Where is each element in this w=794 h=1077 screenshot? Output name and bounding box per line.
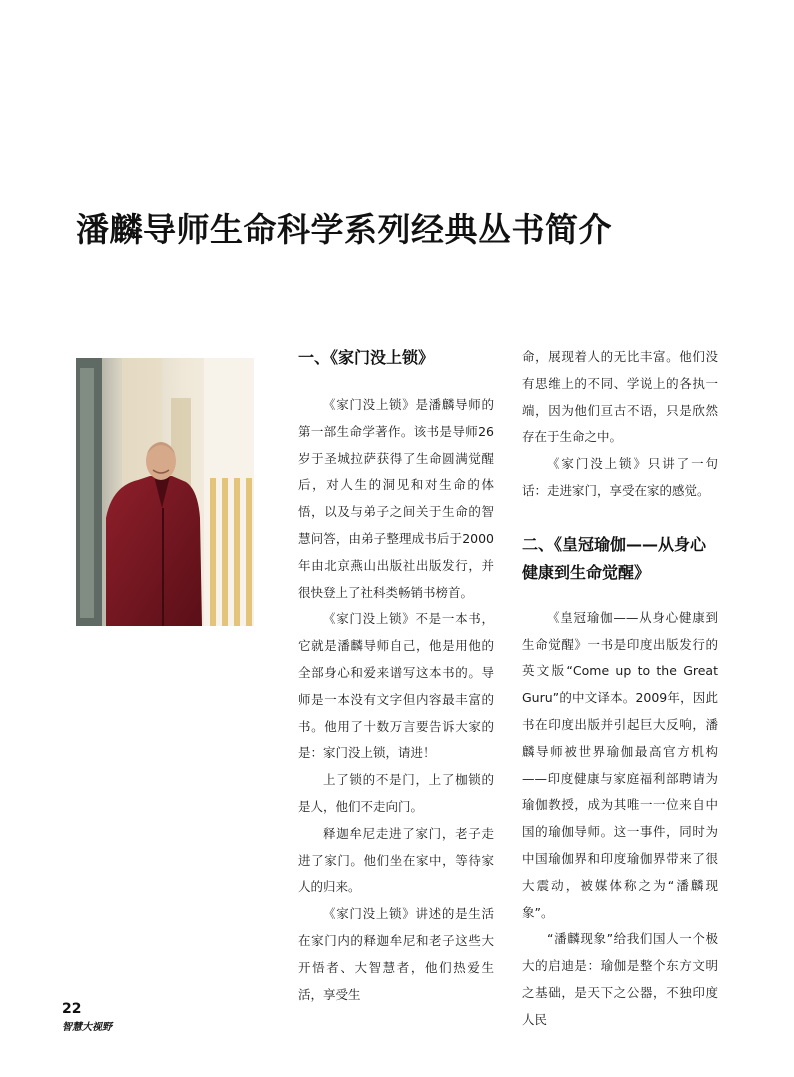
paragraph: 命，展现着人的无比丰富。他们没有思维上的不同、学说上的各执一端，因为他们亘古不语，只是欣然存在于生命之中。	[522, 349, 718, 445]
magazine-logo: 智慧大视野	[62, 1022, 112, 1033]
paragraph: 释迦牟尼走进了家门，老子走进了家门。他们坐在家中，等待家人的归来。	[298, 825, 494, 895]
paragraph: 《家门没上锁》不是一本书，它就是潘麟导师自己，他是用他的全部身心和爱来谱写这本书的。导师是一本没有文字但内容最丰富的书。他用了十数万言要告诉大家的是：家门没上锁，请进！	[298, 611, 494, 761]
paragraph: 上了锁的不是门，上了枷锁的是人，他们不走向门。	[298, 772, 494, 814]
section-heading-1: 一、《家门没上锁》	[298, 348, 435, 367]
page-title: 潘麟导师生命科学系列经典丛书简介	[76, 210, 612, 249]
portrait-image	[76, 358, 254, 626]
section-heading-2: 二、《皇冠瑜伽——从身心健康到生命觉醒》	[522, 534, 707, 582]
paragraph: 《家门没上锁》只讲了一句话：走进家门，享受在家的感觉。	[522, 456, 718, 498]
portrait-photo	[76, 358, 254, 626]
paragraph: “潘麟现象”给我们国人一个极大的启迪是：瑜伽是整个东方文明之基础，是天下之公器，不独印度人民	[522, 931, 718, 1027]
article-column-1	[298, 344, 494, 1008]
page-number: 22	[62, 1001, 82, 1017]
article-column-2	[522, 344, 718, 1034]
paragraph: 《皇冠瑜伽——从身心健康到生命觉醒》一书是印度出版发行的英文版“Come up to the Great Guru”的中文译本。2009年，因此书在印度出版并引起巨大反响，潘麟导师被世界瑜伽最高官方机构——印度健康与家庭福利部聘请为瑜伽教授，成为其唯一一位来自中国的瑜伽导师。这一事件，同时为中国瑜伽界和印度瑜伽界带来了很大震动，被媒体称之为“潘麟现象”。	[522, 609, 718, 920]
paragraph: 《家门没上锁》讲述的是生活在家门内的释迦牟尼和老子这些大开悟者、大智慧者，他们热爱生活，享受生	[298, 906, 494, 1002]
paragraph: 《家门没上锁》是潘麟导师的第一部生命学著作。该书是导师26岁于圣城拉萨获得了生命圆满觉醒后，对人生的洞见和对生命的体悟，以及与弟子之间关于生命的智慧问答，由弟子整理成书后于2000年由北京燕山出版社出版发行，并很快登上了社科类畅销书榜首。	[298, 397, 494, 600]
